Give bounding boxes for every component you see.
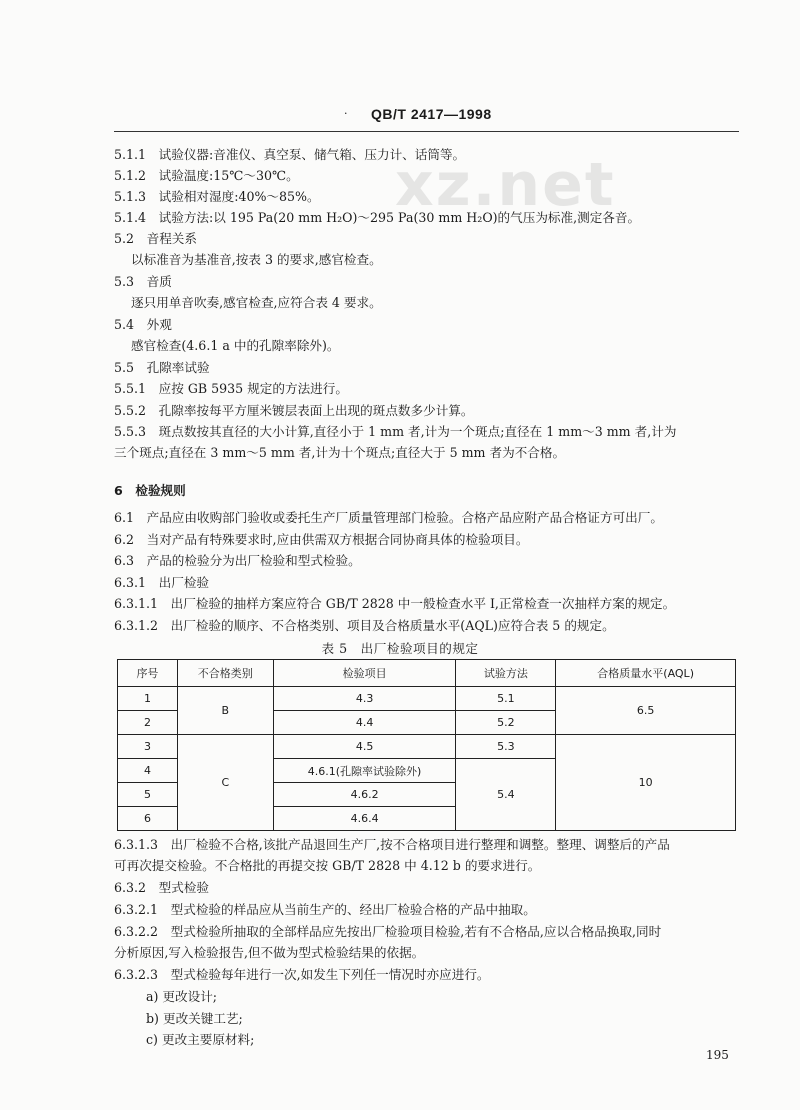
header-item: 检验项目 bbox=[273, 660, 456, 687]
header-rule bbox=[114, 131, 739, 132]
para-6-3: 6.3 产品的检验分为出厂检验和型式检验。 bbox=[114, 553, 361, 568]
cell-method: 5.1 bbox=[456, 687, 556, 711]
para-5-1-1: 5.1.1 试验仪器:音准仪、真空泵、储气箱、压力计、话筒等。 bbox=[114, 147, 466, 162]
para-6-3-1-3-cont: 可再次提交检验。不合格批的再提交按 GB/T 2828 中 4.12 b 的要求进行。 bbox=[114, 858, 541, 873]
table-header-row bbox=[118, 660, 736, 687]
table-row bbox=[118, 735, 736, 759]
header-dot: · bbox=[344, 107, 348, 120]
cell-seq: 3 bbox=[118, 735, 178, 759]
list-item-c: c) 更改主要原材料; bbox=[146, 1032, 255, 1047]
header-seq: 序号 bbox=[118, 660, 178, 687]
para-5-5-2: 5.5.2 孔隙率按每平方厘米镀层表面上出现的斑点数多少计算。 bbox=[114, 403, 474, 418]
header-aql: 合格质量水平(AQL) bbox=[556, 660, 736, 687]
heading-6-3-2: 6.3.2 型式检验 bbox=[114, 880, 210, 895]
heading-5-5: 5.5 孔隙率试验 bbox=[114, 360, 210, 375]
cell-method: 5.2 bbox=[456, 711, 556, 735]
page-number: 195 bbox=[706, 1048, 729, 1062]
cell-item: 4.4 bbox=[273, 711, 456, 735]
cell-item: 4.5 bbox=[273, 735, 456, 759]
inspection-table bbox=[117, 659, 736, 831]
cell-item: 4.6.1(孔隙率试验除外) bbox=[273, 759, 456, 783]
cell-method: 5.4 bbox=[456, 759, 556, 831]
para-6-2: 6.2 当对产品有特殊要求时,应由供需双方根据合同协商具体的检验项目。 bbox=[114, 532, 529, 547]
header-method: 试验方法 bbox=[456, 660, 556, 687]
cell-category: C bbox=[177, 735, 273, 831]
table-row bbox=[118, 687, 736, 711]
para-5-5-1: 5.5.1 应按 GB 5935 规定的方法进行。 bbox=[114, 381, 348, 396]
para-5-1-2: 5.1.2 试验温度:15℃～30℃。 bbox=[114, 168, 299, 183]
para-5-1-4: 5.1.4 试验方法:以 195 Pa(20 mm H₂O)～295 Pa(30 mm H₂O)的气压为标准,测定各音。 bbox=[114, 210, 641, 225]
para-5-1-3: 5.1.3 试验相对湿度:40%～85%。 bbox=[114, 189, 320, 204]
cell-seq: 2 bbox=[118, 711, 178, 735]
cell-seq: 1 bbox=[118, 687, 178, 711]
para-5-5-3: 5.5.3 斑点数按其直径的大小计算,直径小于 1 mm 者,计为一个斑点;直径在 1 mm～3 mm 者,计为 bbox=[114, 424, 677, 439]
heading-5-3: 5.3 音质 bbox=[114, 274, 172, 289]
list-item-a: a) 更改设计; bbox=[146, 989, 218, 1004]
para-6-3-1-3: 6.3.1.3 出厂检验不合格,该批产品退回生产厂,按不合格项目进行整理和调整。整理、调整后的产品 bbox=[114, 837, 670, 852]
para-6-1: 6.1 产品应由收购部门验收或委托生产厂质量管理部门检验。合格产品应附产品合格证方可出厂。 bbox=[114, 510, 663, 525]
list-item-b: b) 更改关键工艺; bbox=[146, 1011, 243, 1026]
heading-6: 6 检验规则 bbox=[114, 483, 186, 498]
para-5-3-body: 逐只用单音吹奏,感官检查,应符合表 4 要求。 bbox=[131, 295, 382, 310]
cell-category: B bbox=[177, 687, 273, 735]
para-5-5-3-cont: 三个斑点;直径在 3 mm～5 mm 者,计为十个斑点;直径大于 5 mm 者为不合格。 bbox=[114, 445, 566, 460]
cell-seq: 4 bbox=[118, 759, 178, 783]
heading-6-3-1: 6.3.1 出厂检验 bbox=[114, 575, 210, 590]
cell-item: 4.6.4 bbox=[273, 807, 456, 831]
cell-seq: 5 bbox=[118, 783, 178, 807]
para-5-4-body: 感官检查(4.6.1 a 中的孔隙率除外)。 bbox=[131, 338, 340, 353]
para-6-3-1-2: 6.3.1.2 出厂检验的顺序、不合格类别、项目及合格质量水平(AQL)应符合表 5 的规定。 bbox=[114, 618, 615, 633]
standard-code: QB/T 2417—1998 bbox=[371, 106, 492, 122]
para-6-3-2-2-cont: 分析原因,写入检验报告,但不做为型式检验结果的依据。 bbox=[114, 945, 425, 960]
header-category: 不合格类别 bbox=[177, 660, 273, 687]
para-5-2-body: 以标准音为基准音,按表 3 的要求,感官检查。 bbox=[131, 252, 382, 267]
heading-5-2: 5.2 音程关系 bbox=[114, 231, 197, 246]
table-caption: 表 5 出厂检验项目的规定 bbox=[321, 641, 479, 656]
cell-aql: 10 bbox=[556, 735, 736, 831]
para-6-3-2-2: 6.3.2.2 型式检验所抽取的全部样品应先按出厂检验项目检验,若有不合格品,应以合格品换取,同时 bbox=[114, 924, 662, 939]
para-6-3-2-3: 6.3.2.3 型式检验每年进行一次,如发生下列任一情况时亦应进行。 bbox=[114, 967, 490, 982]
cell-item: 4.6.2 bbox=[273, 783, 456, 807]
cell-method: 5.3 bbox=[456, 735, 556, 759]
watermark: xz.net bbox=[395, 150, 616, 220]
para-6-3-2-1: 6.3.2.1 型式检验的样品应从当前生产的、经出厂检验合格的产品中抽取。 bbox=[114, 902, 536, 917]
cell-aql: 6.5 bbox=[556, 687, 736, 735]
para-6-3-1-1: 6.3.1.1 出厂检验的抽样方案应符合 GB/T 2828 中一般检查水平 Ⅰ,正常检查一次抽样方案的规定。 bbox=[114, 596, 676, 611]
cell-item: 4.3 bbox=[273, 687, 456, 711]
cell-seq: 6 bbox=[118, 807, 178, 831]
heading-5-4: 5.4 外观 bbox=[114, 317, 172, 332]
